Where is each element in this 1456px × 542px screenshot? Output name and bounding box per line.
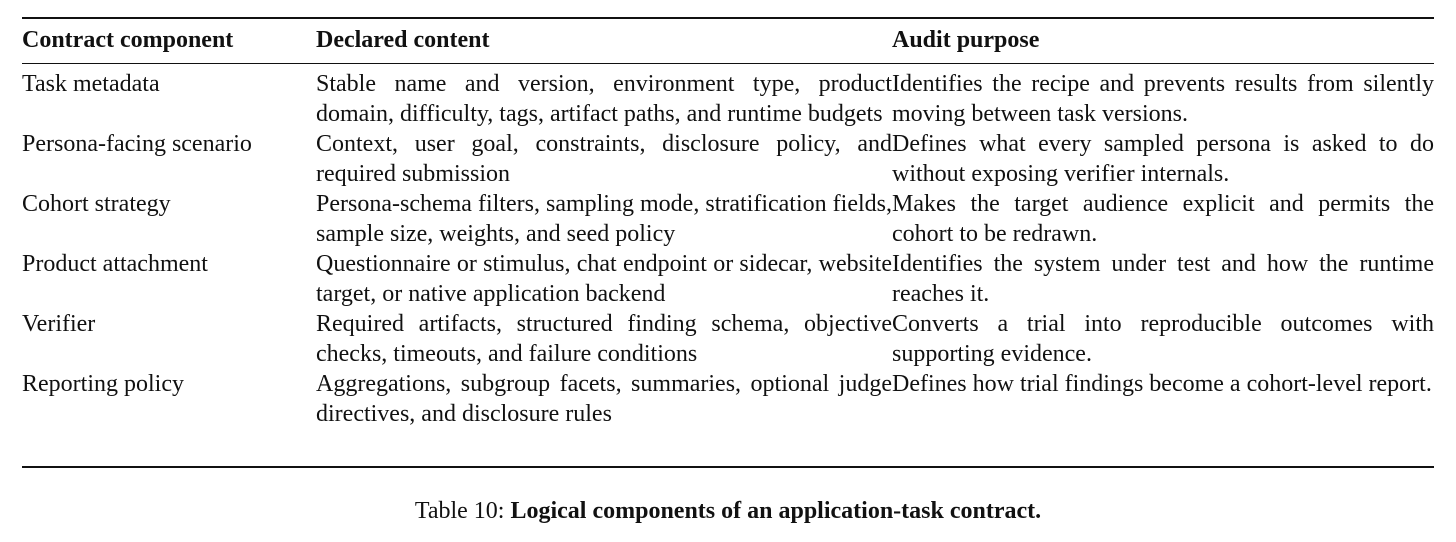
caption-title: Logical components of an application-task contract. xyxy=(510,498,1042,524)
component-cell: Reporting policy xyxy=(22,371,184,397)
content-cell: Stable name and version, environment type, product domain, difficulty, tags, artifact paths, and runtime budgets xyxy=(316,71,892,127)
content-cell: Context, user goal, constraints, disclosure policy, and required submission xyxy=(316,131,892,187)
purpose-cell: Identifies the system under test and how the runtime reaches it. xyxy=(892,251,1434,307)
purpose-cell: Identifies the recipe and prevents results from silently moving between task versions. xyxy=(892,71,1434,127)
component-cell: Cohort strategy xyxy=(22,191,171,217)
table-row xyxy=(22,63,1434,129)
purpose-cell: Makes the target audience explicit and permits the cohort to be redrawn. xyxy=(892,191,1434,247)
purpose-cell: Defines what every sampled persona is asked to do without exposing verifier internals. xyxy=(892,131,1434,187)
contract-components-table xyxy=(22,19,1434,429)
purpose-cell: Converts a trial into reproducible outcomes with supporting evidence. xyxy=(892,311,1434,367)
column-header-component: Contract component xyxy=(22,27,234,53)
table-bottom-rule xyxy=(22,466,1434,468)
component-cell: Persona-facing scenario xyxy=(22,131,252,157)
table-row xyxy=(22,129,1434,189)
component-cell: Task metadata xyxy=(22,71,160,97)
table-caption xyxy=(0,496,1456,526)
table-row xyxy=(22,369,1434,429)
table-header-row xyxy=(22,19,1434,63)
table-row xyxy=(22,189,1434,249)
component-cell: Product attachment xyxy=(22,251,208,277)
component-cell: Verifier xyxy=(22,311,96,337)
content-cell: Required artifacts, structured finding schema, objective checks, timeouts, and failure conditions xyxy=(316,311,892,367)
column-header-content: Declared content xyxy=(316,27,490,53)
content-cell: Questionnaire or stimulus, chat endpoint or sidecar, website target, or native application backend xyxy=(316,251,892,307)
content-cell: Aggregations, subgroup facets, summaries, optional judge directives, and disclosure rules xyxy=(316,371,892,427)
table-row xyxy=(22,249,1434,309)
column-header-purpose: Audit purpose xyxy=(892,27,1040,53)
caption-label: Table 10: xyxy=(414,498,505,524)
table-row xyxy=(22,309,1434,369)
purpose-cell: Defines how trial findings become a cohort-level report. xyxy=(892,371,1432,397)
content-cell: Persona-schema filters, sampling mode, stratification fields, sample size, weights, and seed policy xyxy=(316,191,892,247)
